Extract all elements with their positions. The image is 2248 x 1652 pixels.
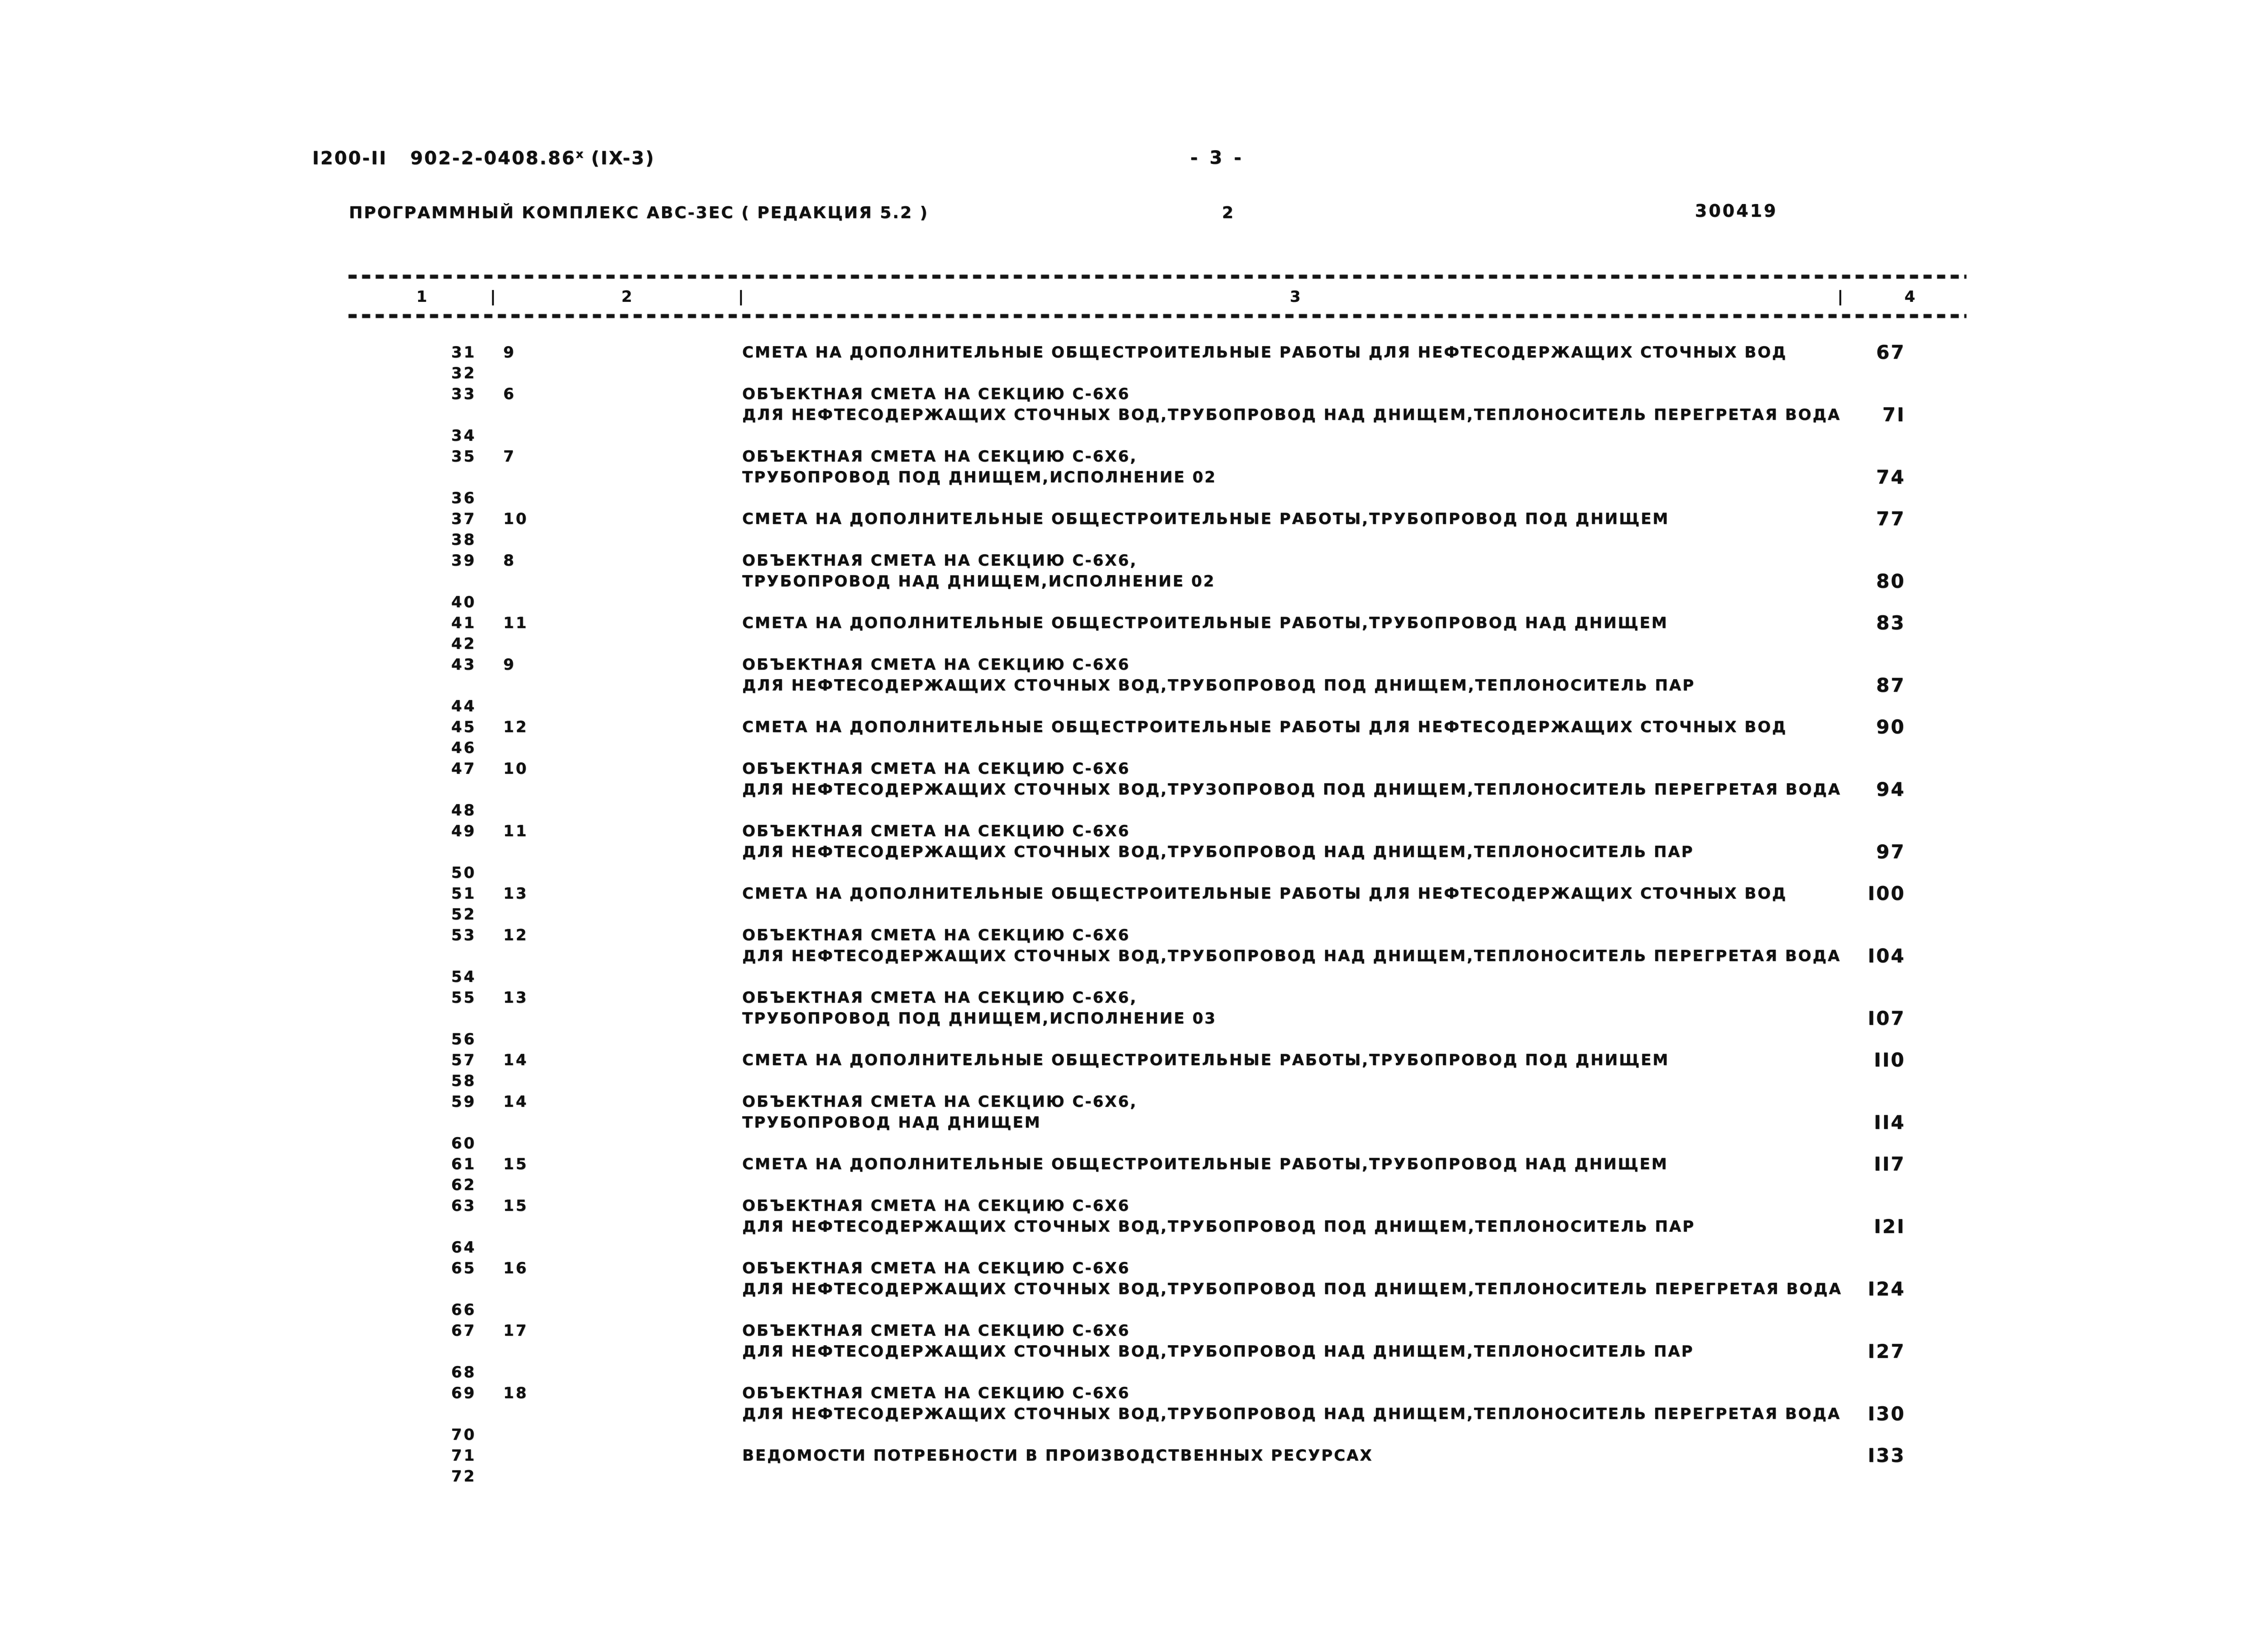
table-row <box>0 696 2248 717</box>
row-sequence-number: 62 <box>451 1176 477 1194</box>
table-row-continuation <box>0 1404 2248 1424</box>
row-title-text: СМЕТА НА ДОПОЛНИТЕЛЬНЫЕ ОБЩЕСТРОИТЕЛЬНЫЕ РАБОТЫ,ТРУБОПРОВОД ПОД ДНИЩЕМ <box>742 510 1670 528</box>
row-page-number: 67 <box>1876 341 1905 363</box>
row-sequence-number: 40 <box>451 593 477 611</box>
row-estimate-number: 14 <box>503 1093 529 1111</box>
row-page-number: 74 <box>1876 466 1905 488</box>
table-row-continuation <box>0 946 2248 966</box>
row-title-text: ОБЪЕКТНАЯ СМЕТА НА СЕКЦИЮ С-6Х6, <box>742 552 1137 570</box>
row-page-number: II7 <box>1874 1153 1905 1175</box>
table-row <box>0 1154 2248 1175</box>
row-title-text: ОБЪЕКТНАЯ СМЕТА НА СЕКЦИЮ С-6Х6 <box>742 1197 1131 1215</box>
table-row <box>0 1383 2248 1404</box>
row-title-text: ОБЪЕКТНАЯ СМЕТА НА СЕКЦИЮ С-6Х6, <box>742 989 1137 1007</box>
row-sequence-number: 71 <box>451 1447 477 1465</box>
row-sequence-number: 47 <box>451 760 477 778</box>
row-sequence-number: 48 <box>451 801 477 819</box>
row-sequence-number: 68 <box>451 1363 477 1381</box>
row-sequence-number: 50 <box>451 864 477 882</box>
row-title-text: ОБЪЕКТНАЯ СМЕТА НА СЕКЦИЮ С-6Х6 <box>742 926 1131 944</box>
column-header-2: 2 <box>621 288 632 306</box>
column-separator: | <box>738 288 744 306</box>
row-sequence-number: 59 <box>451 1093 477 1111</box>
table-row <box>0 758 2248 779</box>
program-title: ПРОГРАММНЫЙ КОМПЛЕКС АВС-3ЕС ( РЕДАКЦИЯ 5.2 ) <box>349 204 929 222</box>
row-sequence-number: 45 <box>451 718 477 736</box>
table-row <box>0 363 2248 384</box>
table-row-continuation <box>0 1279 2248 1300</box>
table-row <box>0 966 2248 987</box>
row-sequence-number: 32 <box>451 364 477 382</box>
table-row <box>0 342 2248 363</box>
row-sequence-number: 49 <box>451 822 477 840</box>
row-page-number: II4 <box>1874 1111 1905 1133</box>
column-separator: | <box>490 288 496 306</box>
row-estimate-number: 12 <box>503 926 529 944</box>
table-row <box>0 821 2248 842</box>
table-row <box>0 633 2248 654</box>
table-row <box>0 1071 2248 1091</box>
row-estimate-number: 9 <box>503 343 516 362</box>
table-row-continuation <box>0 467 2248 488</box>
row-title-text: ДЛЯ НЕФТЕСОДЕРЖАЩИХ СТОЧНЫХ ВОД,ТРУБОПРОВОД ПОД ДНИЩЕМ,ТЕПЛОНОСИТЕЛЬ ПАР <box>742 676 1695 695</box>
table-row <box>0 1362 2248 1383</box>
row-title-text: ОБЪЕКТНАЯ СМЕТА НА СЕКЦИЮ С-6Х6 <box>742 1384 1131 1402</box>
row-sequence-number: 69 <box>451 1384 477 1402</box>
row-title-text: ВЕДОМОСТИ ПОТРЕБНОСТИ В ПРОИЗВОДСТВЕННЫХ РЕСУРСАХ <box>742 1447 1373 1465</box>
row-sequence-number: 70 <box>451 1426 477 1444</box>
row-estimate-number: 14 <box>503 1051 529 1069</box>
row-page-number: I24 <box>1867 1278 1905 1300</box>
dashed-rule-top <box>348 275 1966 279</box>
row-page-number: I33 <box>1867 1444 1905 1466</box>
row-title-text: ТРУБОПРОВОД ПОД ДНИЩЕМ,ИСПОЛНЕНИЕ 02 <box>742 468 1217 486</box>
row-title-text: ДЛЯ НЕФТЕСОДЕРЖАЩИХ СТОЧНЫХ ВОД,ТРУБОПРОВОД НАД ДНИЩЕМ,ТЕПЛОНОСИТЕЛЬ ПЕРЕГРЕТАЯ ВОДА <box>742 947 1841 965</box>
table-row <box>0 1466 2248 1487</box>
row-sequence-number: 42 <box>451 635 477 653</box>
row-page-number: 97 <box>1876 841 1905 863</box>
row-title-text: ТРУБОПРОВОД НАД ДНИЩЕМ,ИСПОЛНЕНИЕ 02 <box>742 572 1216 590</box>
table-row <box>0 717 2248 738</box>
series-suffix: (IX-3) <box>583 148 655 169</box>
table-row <box>0 925 2248 946</box>
table-row <box>0 1320 2248 1341</box>
table-row-continuation <box>0 1341 2248 1362</box>
column-separator: | <box>1838 288 1843 306</box>
row-sequence-number: 66 <box>451 1301 477 1319</box>
table-row-continuation <box>0 842 2248 862</box>
row-sequence-number: 57 <box>451 1051 477 1069</box>
row-title-text: ТРУБОПРОВОД ПОД ДНИЩЕМ,ИСПОЛНЕНИЕ 03 <box>742 1009 1217 1028</box>
row-estimate-number: 7 <box>503 448 516 466</box>
dashed-rule-bottom <box>348 314 1966 318</box>
row-page-number: 80 <box>1876 570 1905 592</box>
table-row <box>0 862 2248 883</box>
row-page-number: 77 <box>1876 508 1905 530</box>
table-row <box>0 1133 2248 1154</box>
table-row-continuation <box>0 1008 2248 1029</box>
table-row <box>0 904 2248 925</box>
row-title-text: СМЕТА НА ДОПОЛНИТЕЛЬНЫЕ ОБЩЕСТРОИТЕЛЬНЫЕ РАБОТЫ ДЛЯ НЕФТЕСОДЕРЖАЩИХ СТОЧНЫХ ВОД <box>742 718 1787 736</box>
row-title-text: ДЛЯ НЕФТЕСОДЕРЖАЩИХ СТОЧНЫХ ВОД,ТРУБОПРОВОД НАД ДНИЩЕМ,ТЕПЛОНОСИТЕЛЬ ПАР <box>742 1343 1694 1361</box>
row-sequence-number: 60 <box>451 1134 477 1152</box>
column-header-4: 4 <box>1904 288 1915 306</box>
table-row <box>0 592 2248 613</box>
row-title-text: ДЛЯ НЕФТЕСОДЕРЖАЩИХ СТОЧНЫХ ВОД,ТРУБОПРОВОД ПОД ДНИЩЕМ,ТЕПЛОНОСИТЕЛЬ ПЕРЕГРЕТАЯ ВОДА <box>742 1280 1842 1298</box>
table-row <box>0 509 2248 529</box>
row-sequence-number: 72 <box>451 1467 477 1485</box>
row-sequence-number: 54 <box>451 968 477 986</box>
row-page-number: I30 <box>1867 1403 1905 1425</box>
row-estimate-number: 18 <box>503 1384 529 1402</box>
stamp-number: 300419 <box>1695 201 1778 221</box>
table-row <box>0 1258 2248 1279</box>
table-row <box>0 1300 2248 1320</box>
row-title-text: СМЕТА НА ДОПОЛНИТЕЛЬНЫЕ ОБЩЕСТРОИТЕЛЬНЫЕ РАБОТЫ,ТРУБОПРОВОД НАД ДНИЩЕМ <box>742 614 1668 632</box>
table-row <box>0 1237 2248 1258</box>
row-title-text: СМЕТА НА ДОПОЛНИТЕЛЬНЫЕ ОБЩЕСТРОИТЕЛЬНЫЕ РАБОТЫ,ТРУБОПРОВОД НАД ДНИЩЕМ <box>742 1155 1668 1173</box>
row-sequence-number: 31 <box>451 343 477 362</box>
row-sequence-number: 36 <box>451 489 477 507</box>
row-estimate-number: 11 <box>503 822 529 840</box>
row-title-text: ОБЪЕКТНАЯ СМЕТА НА СЕКЦИЮ С-6Х6 <box>742 385 1131 403</box>
row-sequence-number: 46 <box>451 739 477 757</box>
row-page-number: 90 <box>1876 716 1905 738</box>
table-row-continuation <box>0 779 2248 800</box>
table-row-continuation <box>0 405 2248 425</box>
row-sequence-number: 63 <box>451 1197 477 1215</box>
row-estimate-number: 10 <box>503 510 529 528</box>
row-sequence-number: 58 <box>451 1072 477 1090</box>
row-title-text: ОБЪЕКТНАЯ СМЕТА НА СЕКЦИЮ С-6Х6 <box>742 760 1131 778</box>
row-title-text: ОБЪЕКТНАЯ СМЕТА НА СЕКЦИЮ С-6Х6, <box>742 448 1137 466</box>
row-sequence-number: 61 <box>451 1155 477 1173</box>
row-page-number: I27 <box>1867 1340 1905 1362</box>
table-row <box>0 1175 2248 1195</box>
series-footnote-mark: х <box>576 148 584 161</box>
row-title-text: ДЛЯ НЕФТЕСОДЕРЖАЩИХ СТОЧНЫХ ВОД,ТРУБОПРОВОД НАД ДНИЩЕМ,ТЕПЛОНОСИТЕЛЬ ПЕРЕГРЕТАЯ ВОДА <box>742 1405 1841 1423</box>
row-page-number: I2I <box>1874 1215 1905 1238</box>
row-title-text: СМЕТА НА ДОПОЛНИТЕЛЬНЫЕ ОБЩЕСТРОИТЕЛЬНЫЕ РАБОТЫ ДЛЯ НЕФТЕСОДЕРЖАЩИХ СТОЧНЫХ ВОД <box>742 343 1787 362</box>
table-row <box>0 800 2248 821</box>
row-estimate-number: 15 <box>503 1197 529 1215</box>
row-title-text: ОБЪЕКТНАЯ СМЕТА НА СЕКЦИЮ С-6Х6 <box>742 1259 1131 1277</box>
row-sequence-number: 65 <box>451 1259 477 1277</box>
row-estimate-number: 8 <box>503 552 516 570</box>
document-code <box>312 148 655 169</box>
row-estimate-number: 10 <box>503 760 529 778</box>
table-row <box>0 738 2248 758</box>
row-page-number: 83 <box>1876 612 1905 634</box>
row-title-text: ОБЪЕКТНАЯ СМЕТА НА СЕКЦИЮ С-6Х6 <box>742 656 1131 674</box>
row-title-text: ДЛЯ НЕФТЕСОДЕРЖАЩИХ СТОЧНЫХ ВОД,ТРУБОПРОВОД НАД ДНИЩЕМ,ТЕПЛОНОСИТЕЛЬ ПАР <box>742 843 1694 861</box>
row-estimate-number: 17 <box>503 1322 529 1340</box>
table-row <box>0 1050 2248 1071</box>
row-title-text: ОБЪЕКТНАЯ СМЕТА НА СЕКЦИЮ С-6Х6 <box>742 1322 1131 1340</box>
row-estimate-number: 6 <box>503 385 516 403</box>
series-code: 902-2-0408.86 <box>410 148 576 169</box>
page-number-marker: - 3 - <box>1190 148 1244 168</box>
row-estimate-number: 13 <box>503 989 529 1007</box>
row-sequence-number: 67 <box>451 1322 477 1340</box>
table-row-continuation <box>0 1216 2248 1237</box>
table-row <box>0 1195 2248 1216</box>
row-sequence-number: 51 <box>451 885 477 903</box>
row-estimate-number: 9 <box>503 656 516 674</box>
row-sequence-number: 44 <box>451 697 477 715</box>
row-page-number: I07 <box>1867 1007 1905 1029</box>
row-sequence-number: 55 <box>451 989 477 1007</box>
row-page-number: 94 <box>1876 778 1905 800</box>
row-title-text: СМЕТА НА ДОПОЛНИТЕЛЬНЫЕ ОБЩЕСТРОИТЕЛЬНЫЕ РАБОТЫ ДЛЯ НЕФТЕСОДЕРЖАЩИХ СТОЧНЫХ ВОД <box>742 885 1787 903</box>
table-row <box>0 883 2248 904</box>
table-row <box>0 1445 2248 1466</box>
row-page-number: 7I <box>1882 404 1905 426</box>
row-sequence-number: 35 <box>451 448 477 466</box>
table-row-continuation <box>0 675 2248 696</box>
table-row <box>0 446 2248 467</box>
row-title-text: СМЕТА НА ДОПОЛНИТЕЛЬНЫЕ ОБЩЕСТРОИТЕЛЬНЫЕ РАБОТЫ,ТРУБОПРОВОД ПОД ДНИЩЕМ <box>742 1051 1670 1069</box>
row-title-text: ОБЪЕКТНАЯ СМЕТА НА СЕКЦИЮ С-6Х6 <box>742 822 1131 840</box>
row-estimate-number: 11 <box>503 614 529 632</box>
row-sequence-number: 43 <box>451 656 477 674</box>
row-page-number: I00 <box>1867 882 1905 905</box>
row-title-text: ДЛЯ НЕФТЕСОДЕРЖАЩИХ СТОЧНЫХ ВОД,ТРУБОПРОВОД НАД ДНИЩЕМ,ТЕПЛОНОСИТЕЛЬ ПЕРЕГРЕТАЯ ВОДА <box>742 406 1841 424</box>
table-row <box>0 550 2248 571</box>
table-row <box>0 1091 2248 1112</box>
table-row <box>0 1029 2248 1050</box>
row-title-text: ДЛЯ НЕФТЕСОДЕРЖАЩИХ СТОЧНЫХ ВОД,ТРУБОПРОВОД ПОД ДНИЩЕМ,ТЕПЛОНОСИТЕЛЬ ПАР <box>742 1218 1695 1236</box>
row-sequence-number: 38 <box>451 531 477 549</box>
sheet-number: 2 <box>1222 204 1235 222</box>
row-estimate-number: 16 <box>503 1259 529 1277</box>
row-sequence-number: 41 <box>451 614 477 632</box>
table-row-continuation <box>0 1112 2248 1133</box>
table-row <box>0 654 2248 675</box>
table-row <box>0 425 2248 446</box>
table-row <box>0 987 2248 1008</box>
row-title-text: ДЛЯ НЕФТЕСОДЕРЖАЩИХ СТОЧНЫХ ВОД,ТРУЗОПРОВОД ПОД ДНИЩЕМ,ТЕПЛОНОСИТЕЛЬ ПЕРЕГРЕТАЯ ВОДА <box>742 781 1842 799</box>
row-title-text: ТРУБОПРОВОД НАД ДНИЩЕМ <box>742 1114 1041 1132</box>
table-row-continuation <box>0 571 2248 592</box>
column-header-1: 1 <box>416 288 427 306</box>
album-code: I200-II <box>312 148 387 169</box>
row-sequence-number: 39 <box>451 552 477 570</box>
row-sequence-number: 56 <box>451 1030 477 1048</box>
row-page-number: 87 <box>1876 674 1905 696</box>
row-sequence-number: 64 <box>451 1238 477 1257</box>
row-page-number: II0 <box>1874 1049 1905 1071</box>
row-estimate-number: 13 <box>503 885 529 903</box>
row-sequence-number: 52 <box>451 905 477 924</box>
table-row <box>0 1424 2248 1445</box>
table-row <box>0 384 2248 405</box>
table-row <box>0 488 2248 509</box>
row-sequence-number: 53 <box>451 926 477 944</box>
row-page-number: I04 <box>1867 945 1905 967</box>
column-header-3: 3 <box>1290 288 1301 306</box>
row-sequence-number: 34 <box>451 427 477 445</box>
row-sequence-number: 33 <box>451 385 477 403</box>
row-sequence-number: 37 <box>451 510 477 528</box>
table-row <box>0 529 2248 550</box>
row-estimate-number: 15 <box>503 1155 529 1173</box>
table-row <box>0 613 2248 633</box>
row-title-text: ОБЪЕКТНАЯ СМЕТА НА СЕКЦИЮ С-6Х6, <box>742 1093 1137 1111</box>
row-estimate-number: 12 <box>503 718 529 736</box>
